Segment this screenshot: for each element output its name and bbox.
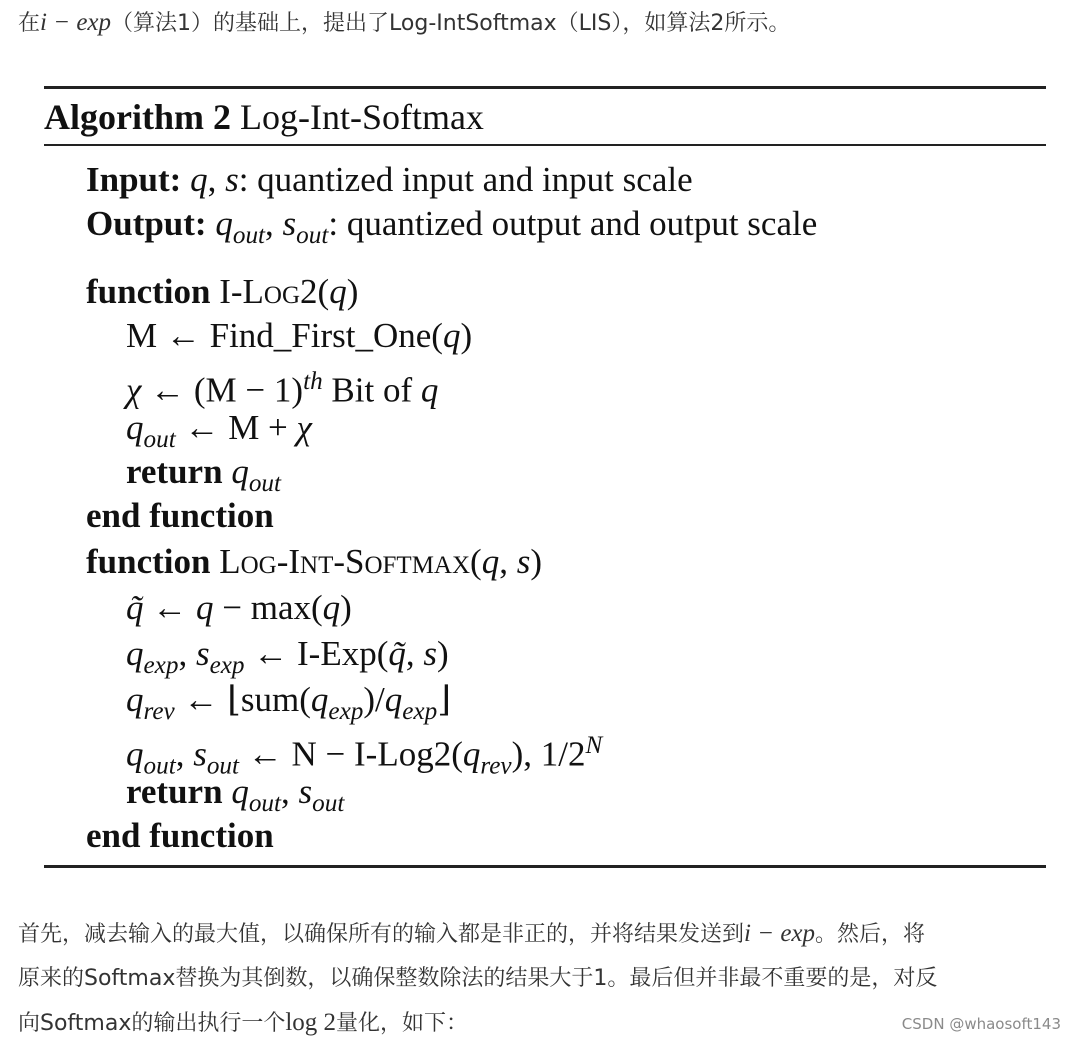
algo-line-function-ilog2: function I-Log2(q) bbox=[86, 272, 359, 311]
algo-line-chi: χ ← $(M - 1)^{th}$ Bit of q bbox=[126, 368, 439, 410]
description-math-iexp: i − exp bbox=[744, 920, 816, 947]
header-rule bbox=[44, 144, 1046, 146]
intro-prefix: 在 bbox=[18, 11, 41, 36]
algorithm-name: Log-Int-Softmax bbox=[239, 97, 484, 137]
algo-line-qout: $q_{out}$ ← M + χ bbox=[126, 408, 312, 454]
algo-line-input: Input: q, s: quantized input and input scale bbox=[86, 160, 693, 199]
description-line-2 bbox=[18, 957, 1063, 1001]
algo-line-function-lis: function Log-Int-Softmax(q, s) bbox=[86, 542, 542, 581]
description-text-1b: 。然后，将 bbox=[815, 922, 926, 947]
kw-function: function bbox=[86, 272, 211, 311]
description-math-log2: log 2 bbox=[285, 1009, 337, 1036]
kw-end-function-2: end function bbox=[86, 816, 274, 855]
kw-end-function: end function bbox=[86, 496, 274, 535]
algo-line-qtilde: q̃ ← q − max(q) bbox=[126, 588, 352, 627]
intro-paragraph bbox=[18, 6, 790, 41]
description-line-1 bbox=[18, 912, 1063, 957]
algo-line-qout-sout: $q_{out}$, $s_{out}$ ← $N - I-Log2(q_{rev})$, $1/2^N$ bbox=[126, 732, 603, 780]
bottom-rule bbox=[44, 865, 1046, 868]
algorithm-title bbox=[44, 94, 484, 140]
algo-line-output: Output: $q_{out}$, $s_{out}$: quantized output and output scale bbox=[86, 204, 818, 250]
kw-function-2: function bbox=[86, 542, 211, 581]
description-text-3b: 量化，如下： bbox=[336, 1011, 469, 1036]
kw-output: Output: bbox=[86, 204, 207, 243]
algo-line-end-function-1 bbox=[86, 494, 274, 538]
intro-text: （算法1）的基础上，提出了Log-IntSoftmax（LIS），如算法2所示。 bbox=[111, 11, 791, 36]
kw-return: return bbox=[126, 452, 223, 491]
algorithm-label: Algorithm 2 bbox=[44, 97, 231, 137]
csdn-watermark: CSDN @whaosoft143 bbox=[901, 1015, 1061, 1033]
algo-line-end-function-2 bbox=[86, 814, 274, 858]
kw-return-2: return bbox=[126, 772, 223, 811]
algo-line-return-2: return $q_{out}$, $s_{out}$ bbox=[126, 772, 345, 818]
description-text-1a: 首先，减去输入的最大值，以确保所有的输入都是非正的，并将结果发送到 bbox=[18, 922, 745, 947]
top-rule bbox=[44, 86, 1046, 89]
algorithm-box bbox=[44, 86, 1046, 872]
kw-input: Input: bbox=[86, 160, 182, 199]
description-text-2: 原来的Softmax替换为其倒数，以确保整数除法的结果大于1。最后但并非最不重要的是，对反 bbox=[18, 966, 938, 991]
intro-math-iexp: i − exp bbox=[40, 9, 112, 36]
description-text-3a: 向Softmax的输出执行一个 bbox=[18, 1011, 286, 1036]
algo-line-find-first-one: M ← Find_First_One(q) bbox=[126, 316, 473, 355]
algo-line-qrev: $q_{rev}$ ← $⌊sum(q_{exp})/q_{exp}⌋$ bbox=[126, 680, 451, 726]
algo-line-return-1: return $q_{out}$ bbox=[126, 452, 281, 498]
algo-line-iexp: $q_{exp}$, $s_{exp}$ ← I-Exp(q̃, s) bbox=[126, 634, 449, 680]
